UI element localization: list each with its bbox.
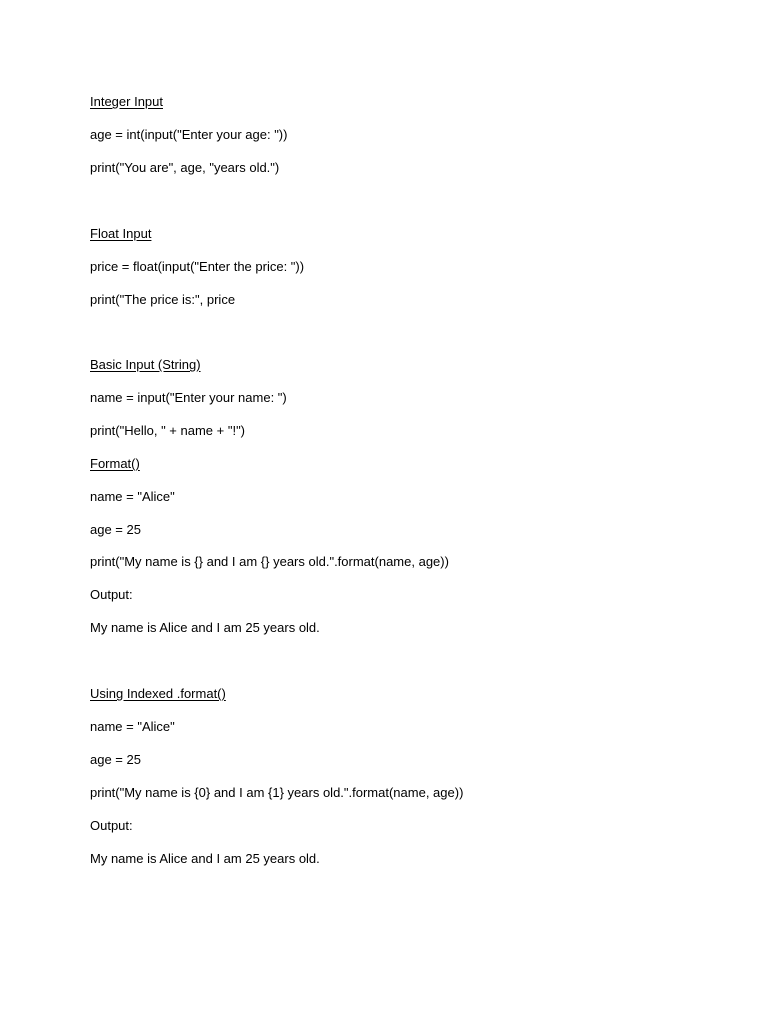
code-line: age = int(input("Enter your age: ")): [90, 127, 288, 142]
code-line: name = "Alice": [90, 719, 175, 734]
code-line: print("Hello, " + name + "!"): [90, 423, 246, 438]
code-line: print("You are", age, "years old."): [90, 160, 280, 175]
code-line: print("My name is {0} and I am {1} years old.".format(name, age)): [90, 785, 464, 800]
code-line: age = 25: [90, 752, 141, 767]
code-line: print("My name is {} and I am {} years old.".format(name, age)): [90, 554, 449, 569]
section-heading-basic-input: Basic Input (String): [90, 357, 201, 372]
code-line: print("The price is:", price: [90, 292, 236, 307]
section-heading-indexed-format: Using Indexed .format(): [90, 686, 226, 701]
output-label: Output:: [90, 587, 133, 602]
output-text: My name is Alice and I am 25 years old.: [90, 851, 320, 866]
section-heading-format: Format(): [90, 456, 140, 471]
output-label: Output:: [90, 818, 133, 833]
section-heading-float-input: Float Input: [90, 226, 152, 241]
section-heading-integer-input: Integer Input: [90, 94, 163, 109]
code-line: age = 25: [90, 522, 141, 537]
code-line: price = float(input("Enter the price: ")): [90, 259, 305, 274]
output-text: My name is Alice and I am 25 years old.: [90, 620, 320, 635]
code-line: name = "Alice": [90, 489, 175, 504]
code-line: name = input("Enter your name: "): [90, 390, 287, 405]
